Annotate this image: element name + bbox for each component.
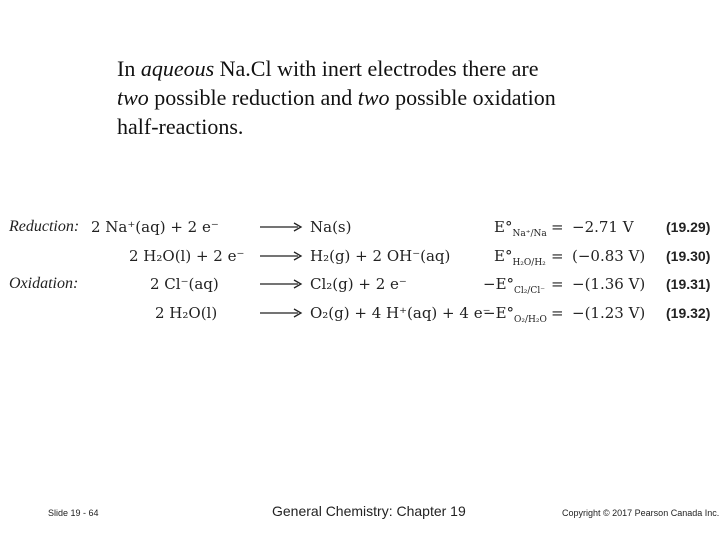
equals-sign: = — [551, 247, 564, 265]
equation-number: (19.32) — [666, 305, 711, 321]
intro-line-1-post: Na.Cl with inert electrodes there are — [214, 56, 539, 81]
reaction-row-19-31 — [0, 270, 720, 298]
equation-number: (19.29) — [666, 219, 711, 235]
right-arrow-icon — [258, 299, 304, 327]
equals-sign: = — [551, 304, 564, 322]
reaction-products: O₂(g) + 4 H⁺(aq) + 4 e⁻ — [310, 304, 491, 322]
intro-line-1-pre: In — [117, 56, 141, 81]
electrode-potential-symbol — [494, 242, 546, 270]
potential-value: −(1.36 V) — [572, 275, 646, 293]
potential-symbol-text: E° — [494, 218, 513, 236]
equals-sign: = — [551, 218, 564, 236]
reaction-products: H₂(g) + 2 OH⁻(aq) — [310, 247, 451, 265]
right-arrow-icon — [258, 242, 304, 270]
potential-couple: Na⁺/Na — [512, 229, 547, 239]
intro-line-2 — [117, 83, 637, 112]
potential-symbol-text: −E° — [483, 304, 515, 322]
intro-emphasis-two-a: two — [117, 85, 149, 110]
course-title: General Chemistry: Chapter 19 — [272, 503, 466, 519]
reaction-label: Oxidation: — [9, 275, 79, 292]
reaction-reactants: 2 H₂O(l) + 2 e⁻ — [129, 247, 245, 265]
reaction-products: Na(s) — [310, 218, 352, 236]
potential-couple: O₂/H₂O — [514, 315, 547, 325]
reaction-row-19-30 — [0, 242, 720, 270]
potential-symbol-text: −E° — [483, 275, 515, 293]
reaction-label: Reduction: — [9, 218, 80, 235]
copyright-notice: Copyright © 2017 Pearson Canada Inc. — [562, 508, 720, 518]
right-arrow-icon — [258, 213, 304, 241]
reaction-reactants: 2 Na⁺(aq) + 2 e⁻ — [91, 218, 219, 236]
reaction-row-19-32 — [0, 299, 720, 327]
potential-value: −(1.23 V) — [572, 304, 646, 322]
potential-value: −2.71 V — [572, 218, 634, 236]
electrode-potential-symbol — [494, 213, 547, 241]
potential-couple: H₂O/H₂ — [512, 258, 546, 268]
slide-number: Slide 19 - 64 — [48, 508, 99, 518]
intro-line-2-mid: possible reduction and — [148, 85, 358, 110]
equation-number: (19.30) — [666, 248, 711, 264]
intro-line-2-post: possible oxidation — [389, 85, 556, 110]
intro-emphasis-aqueous: aqueous — [140, 56, 215, 81]
equals-sign: = — [551, 275, 564, 293]
intro-line-1 — [117, 54, 637, 83]
intro-text — [117, 54, 637, 141]
potential-value: (−0.83 V) — [572, 247, 646, 265]
intro-line-3: half-reactions. — [117, 114, 244, 139]
reaction-reactants: 2 Cl⁻(aq) — [150, 275, 219, 293]
reaction-products: Cl₂(g) + 2 e⁻ — [310, 275, 407, 293]
electrode-potential-symbol — [483, 270, 545, 298]
equation-number: (19.31) — [666, 276, 711, 292]
potential-couple: Cl₂/Cl⁻ — [514, 286, 545, 296]
reaction-row-19-29 — [0, 213, 720, 241]
intro-emphasis-two-b: two — [357, 85, 390, 110]
electrode-potential-symbol — [483, 299, 547, 327]
reaction-reactants: 2 H₂O(l) — [155, 304, 218, 322]
potential-symbol-text: E° — [494, 247, 513, 265]
right-arrow-icon — [258, 270, 304, 298]
